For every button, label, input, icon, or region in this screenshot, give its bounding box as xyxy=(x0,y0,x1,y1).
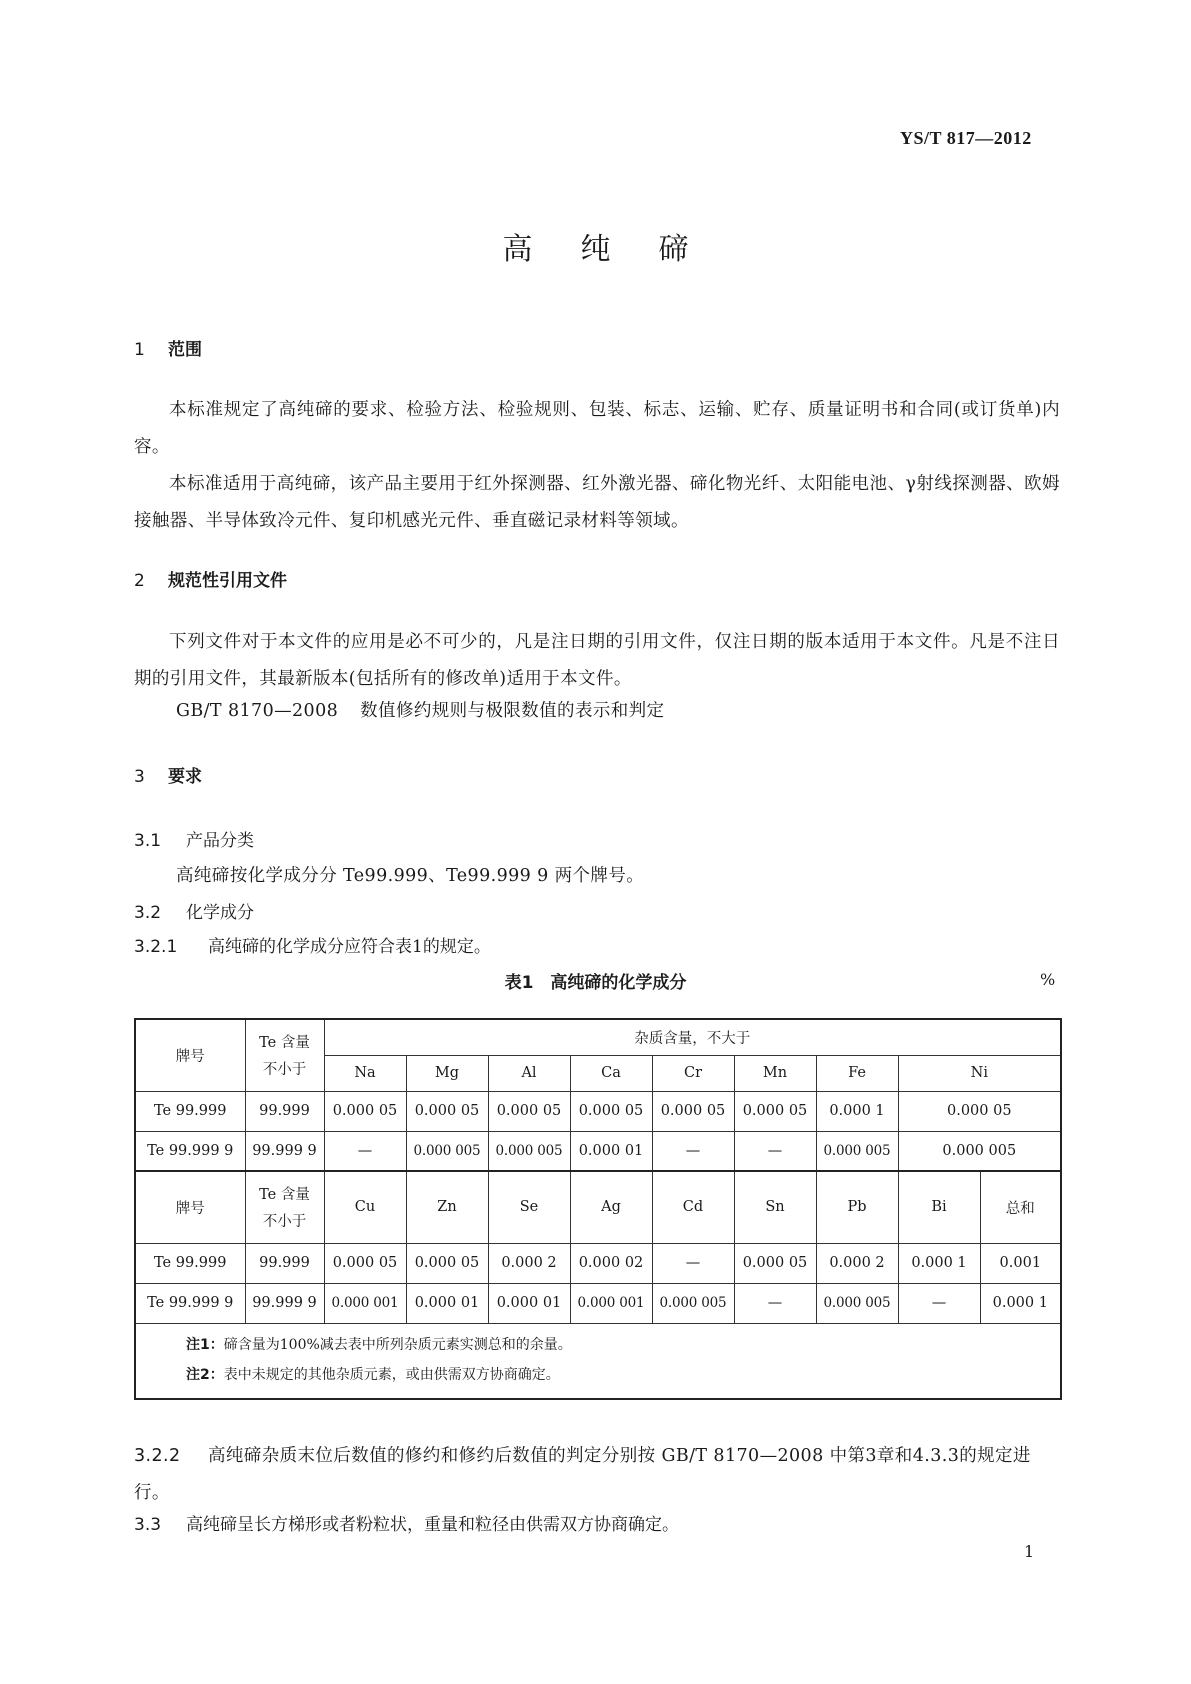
subsection-3-1-text: 高纯碲按化学成分分 Te99.999、Te99.999 9 两个牌号。 xyxy=(176,866,645,886)
table-row xyxy=(135,1091,1061,1131)
value-cell: 0.000 1 xyxy=(816,1091,898,1131)
subsection-number: 3.2.1 xyxy=(134,937,178,957)
grade-cell: Te 99.999 xyxy=(135,1091,245,1131)
te-content-header: Te 含量 不小于 xyxy=(245,1019,324,1091)
table-unit: % xyxy=(1040,970,1056,989)
value-cell: — xyxy=(652,1131,734,1171)
table-row xyxy=(135,1283,1061,1323)
element-header: Cd xyxy=(652,1171,734,1243)
subsection-number: 3.2.2 xyxy=(134,1446,181,1466)
value-cell: 0.000 05 xyxy=(734,1091,816,1131)
value-cell: 0.000 01 xyxy=(488,1283,570,1323)
section-title: 要求 xyxy=(168,767,202,787)
value-cell: 0.000 05 xyxy=(324,1091,406,1131)
reference-title: 数值修约规则与极限数值的表示和判定 xyxy=(360,701,665,721)
section-number: 1 xyxy=(134,340,145,360)
subsection-text: 高纯碲的化学成分应符合表1的规定。 xyxy=(208,937,491,957)
te-content-header: Te 含量 不小于 xyxy=(245,1171,324,1243)
section-3-heading xyxy=(134,762,202,787)
value-cell: 0.000 005 xyxy=(816,1131,898,1171)
te-cell: 99.999 9 xyxy=(245,1283,324,1323)
normative-reference xyxy=(176,697,664,722)
section-title: 规范性引用文件 xyxy=(168,571,287,591)
value-cell: 0.000 05 xyxy=(898,1091,1061,1131)
subsection-number: 3.1 xyxy=(134,831,162,851)
element-header: Pb xyxy=(816,1171,898,1243)
value-cell: 0.000 05 xyxy=(734,1243,816,1283)
section-number: 3 xyxy=(134,767,145,787)
table-note: 注1：碲含量为100%减去表中所列杂质元素实测总和的余量。 xyxy=(186,1336,572,1353)
table-row xyxy=(135,1243,1061,1283)
te-cell: 99.999 xyxy=(245,1091,324,1131)
value-cell: 0.000 005 xyxy=(406,1131,488,1171)
reference-code: GB/T 8170—2008 xyxy=(176,701,339,721)
value-cell: 0.000 001 xyxy=(570,1283,652,1323)
te-cell: 99.999 xyxy=(245,1243,324,1283)
subsection-3-3 xyxy=(134,1510,679,1535)
value-cell: 0.000 05 xyxy=(406,1243,488,1283)
impurity-header: 杂质含量，不大于 xyxy=(324,1019,1061,1055)
element-header: 总和 xyxy=(980,1171,1061,1243)
section-title: 范围 xyxy=(168,340,202,360)
section-number: 2 xyxy=(134,571,145,591)
value-cell: 0.000 01 xyxy=(406,1283,488,1323)
value-cell: — xyxy=(734,1131,816,1171)
element-header: Na xyxy=(324,1055,406,1091)
value-cell: 0.000 005 xyxy=(898,1131,1061,1171)
table-row xyxy=(135,1131,1061,1171)
subsection-text: 高纯碲呈长方梯形或者粉粒状，重量和粒径由供需双方协商确定。 xyxy=(186,1515,679,1535)
value-cell: — xyxy=(652,1243,734,1283)
page-title: 高纯碲 xyxy=(502,232,737,267)
element-header: Bi xyxy=(898,1171,980,1243)
element-header: Cr xyxy=(652,1055,734,1091)
chemical-composition-table xyxy=(134,1018,1062,1400)
section-2-paragraph: 下列文件对于本文件的应用是必不可少的，凡是注日期的引用文件，仅注日期的版本适用于本文件。凡是不注日期的引用文件，其最新版本(包括所有的修改单)适用于本文件。 xyxy=(134,632,1060,689)
value-cell: — xyxy=(898,1283,980,1323)
subsection-3-2-2 xyxy=(134,1438,1060,1512)
subsection-3-2-heading xyxy=(134,898,254,923)
subsection-title: 化学成分 xyxy=(186,903,254,923)
element-header: Ag xyxy=(570,1171,652,1243)
element-header: Al xyxy=(488,1055,570,1091)
grade-header: 牌号 xyxy=(135,1171,245,1243)
value-cell: — xyxy=(324,1131,406,1171)
grade-cell: Te 99.999 9 xyxy=(135,1283,245,1323)
value-cell: 0.000 05 xyxy=(488,1091,570,1131)
subsection-3-1-heading xyxy=(134,826,254,851)
table-note: 注2：表中未规定的其他杂质元素，或由供需双方协商确定。 xyxy=(186,1366,560,1383)
value-cell: 0.000 005 xyxy=(652,1283,734,1323)
element-header: Mn xyxy=(734,1055,816,1091)
section-1-paragraph-1: 本标准规定了高纯碲的要求、检验方法、检验规则、包装、标志、运输、贮存、质量证明书和合同(或订货单)内容。 xyxy=(134,400,1060,457)
value-cell: 0.000 2 xyxy=(488,1243,570,1283)
value-cell: 0.000 05 xyxy=(324,1243,406,1283)
subsection-number: 3.3 xyxy=(134,1515,162,1535)
value-cell: 0.000 005 xyxy=(488,1131,570,1171)
subsection-text: 高纯碲杂质末位后数值的修约和修约后数值的判定分别按 GB/T 8170—2008 中第3章和4.3.3的规定进行。 xyxy=(134,1446,1031,1503)
grade-header: 牌号 xyxy=(135,1019,245,1091)
subsection-title: 产品分类 xyxy=(186,831,254,851)
element-header: Zn xyxy=(406,1171,488,1243)
standard-code: YS/T 817—2012 xyxy=(900,128,1032,148)
value-cell: 0.000 05 xyxy=(406,1091,488,1131)
subsection-3-2-1 xyxy=(134,932,491,957)
element-header: Fe xyxy=(816,1055,898,1091)
value-cell: — xyxy=(734,1283,816,1323)
value-cell: 0.000 005 xyxy=(816,1283,898,1323)
element-header: Mg xyxy=(406,1055,488,1091)
element-header: Se xyxy=(488,1171,570,1243)
element-header: Ca xyxy=(570,1055,652,1091)
grade-cell: Te 99.999 xyxy=(135,1243,245,1283)
section-1-heading xyxy=(134,335,202,360)
value-cell: 0.001 xyxy=(980,1243,1061,1283)
te-cell: 99.999 9 xyxy=(245,1131,324,1171)
element-header: Sn xyxy=(734,1171,816,1243)
value-cell: 0.000 05 xyxy=(570,1091,652,1131)
subsection-number: 3.2 xyxy=(134,903,162,923)
table-notes xyxy=(135,1323,1061,1399)
value-cell: 0.000 01 xyxy=(570,1131,652,1171)
value-cell: 0.000 1 xyxy=(898,1243,980,1283)
value-cell: 0.000 1 xyxy=(980,1283,1061,1323)
value-cell: 0.000 05 xyxy=(652,1091,734,1131)
page-number: 1 xyxy=(1024,1542,1035,1561)
element-header: Ni xyxy=(898,1055,1061,1091)
value-cell: 0.000 001 xyxy=(324,1283,406,1323)
section-1-paragraph-2: 本标准适用于高纯碲，该产品主要用于红外探测器、红外激光器、碲化物光纤、太阳能电池、γ射线探测器、欧姆接触器、半导体致冷元件、复印机感光元件、垂直磁记录材料等领域。 xyxy=(134,474,1060,531)
value-cell: 0.000 02 xyxy=(570,1243,652,1283)
table-caption: 表1 高纯碲的化学成分 xyxy=(504,973,687,993)
element-header: Cu xyxy=(324,1171,406,1243)
grade-cell: Te 99.999 9 xyxy=(135,1131,245,1171)
section-2-heading xyxy=(134,566,287,591)
value-cell: 0.000 2 xyxy=(816,1243,898,1283)
